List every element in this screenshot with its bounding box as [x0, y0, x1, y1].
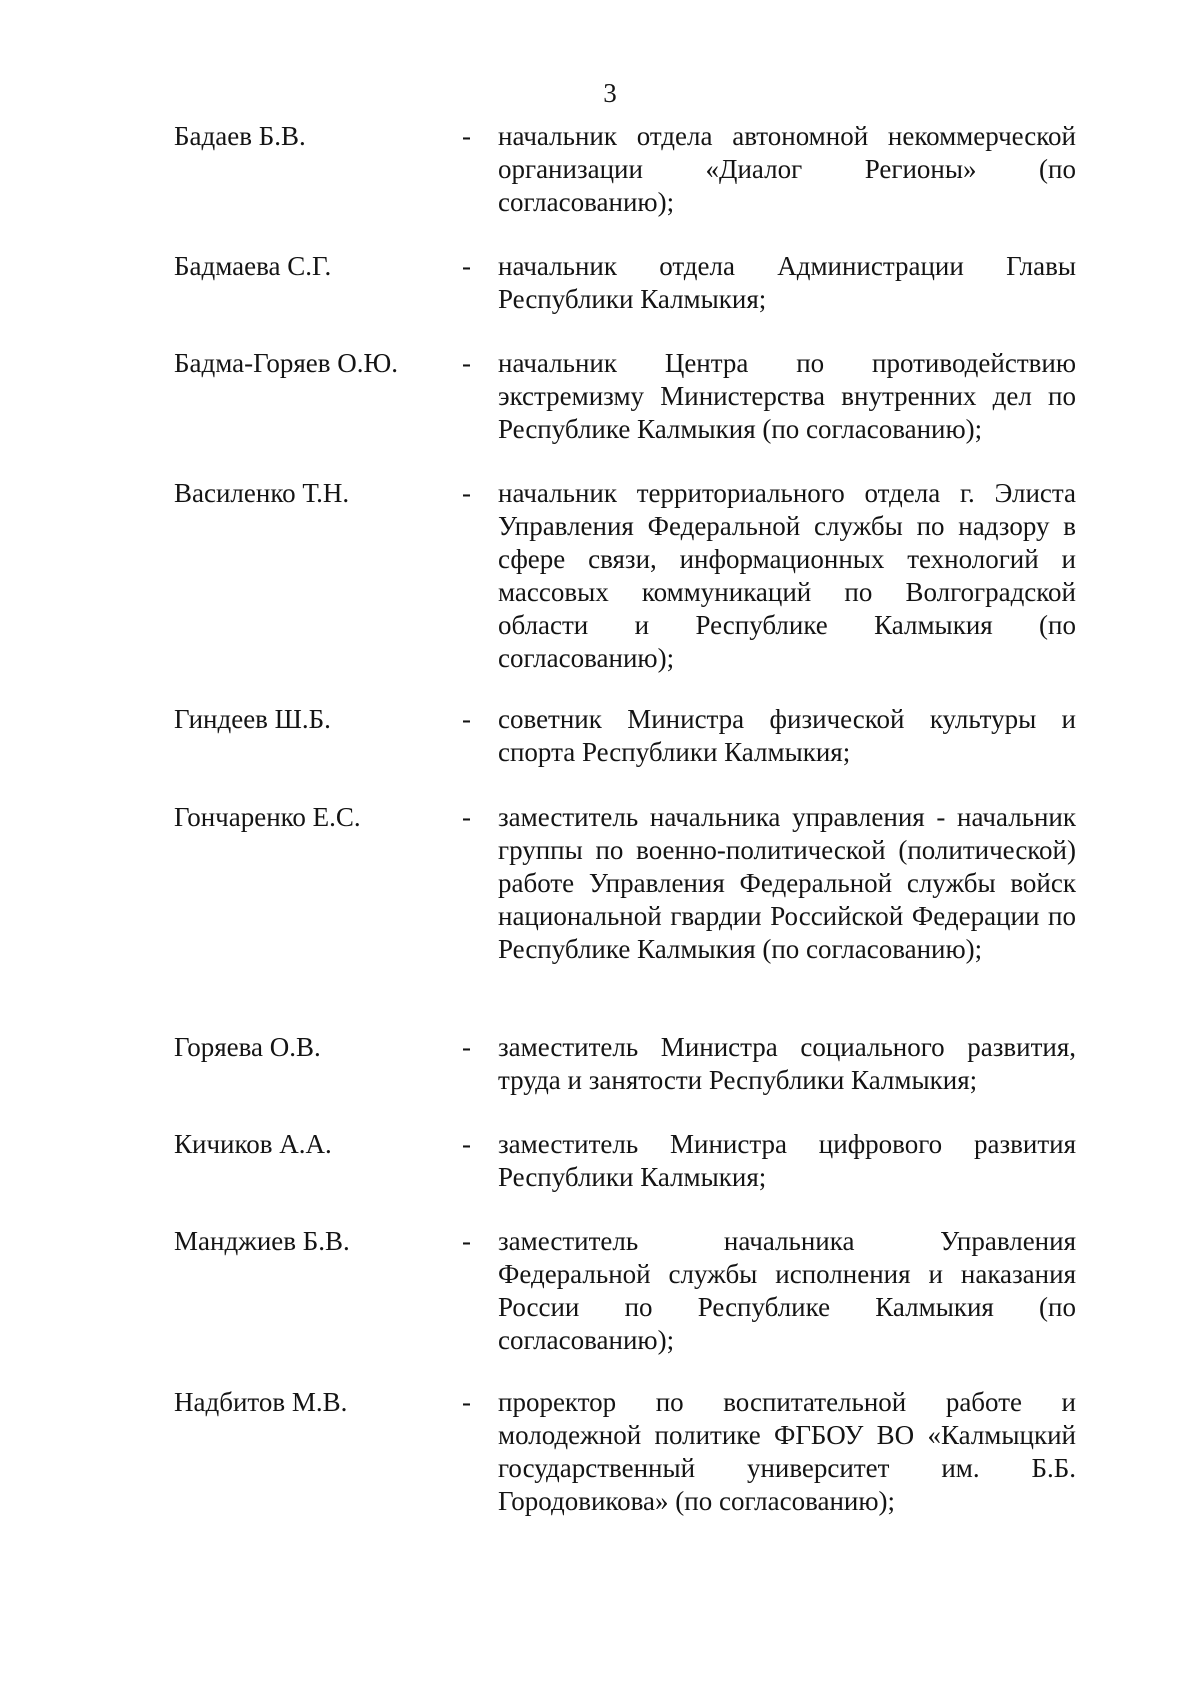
separator-dash: -	[462, 1129, 471, 1159]
member-name: Бадма-Горяев О.Ю.	[174, 348, 398, 378]
member-name: Гончаренко Е.С.	[174, 802, 361, 832]
separator-dash: -	[462, 1226, 471, 1256]
separator-dash: -	[462, 121, 471, 151]
member-role: заместитель начальника управления - начальник группы по военно-политической (политической) работе Управления Федеральной службы войск национальной гвардии Российской Федерации по Республике Калмыкия (по согласованию);	[498, 802, 1076, 964]
separator-dash: -	[462, 251, 471, 281]
separator-dash: -	[462, 1387, 471, 1417]
member-role: проректор по воспитательной работе и молодежной политике ФГБОУ ВО «Калмыцкий государственный университет им. Б.Б. Городовикова» (по согласованию);	[498, 1387, 1076, 1516]
separator-dash: -	[462, 704, 471, 734]
page-number: 3	[603, 78, 617, 108]
member-name: Надбитов М.В.	[174, 1387, 348, 1417]
member-name: Бадмаева С.Г.	[174, 251, 332, 281]
separator-dash: -	[462, 478, 471, 508]
separator-dash: -	[462, 1032, 471, 1062]
member-name: Манджиев Б.В.	[174, 1226, 350, 1256]
member-role: начальник территориального отдела г. Элиста Управления Федеральной службы по надзору в сфере связи, информационных технологий и массовых коммуникаций по Волгоградской области и Республике Калмыкия (по согласованию);	[498, 478, 1076, 673]
member-name: Кичиков А.А.	[174, 1129, 332, 1159]
member-name: Горяева О.В.	[174, 1032, 321, 1062]
member-name: Василенко Т.Н.	[174, 478, 350, 508]
member-role: начальник отдела автономной некоммерческой организации «Диалог Регионы» (по согласованию);	[498, 121, 1076, 217]
member-role: заместитель Министра социального развития, труда и занятости Республики Калмыкия;	[498, 1032, 1076, 1095]
member-name: Бадаев Б.В.	[174, 121, 306, 151]
separator-dash: -	[462, 348, 471, 378]
member-name: Гиндеев Ш.Б.	[174, 704, 331, 734]
member-role: советник Министра физической культуры и спорта Республики Калмыкия;	[498, 704, 1076, 767]
member-role: заместитель начальника Управления Федеральной службы исполнения и наказания России по Республике Калмыкия (по согласованию);	[498, 1226, 1076, 1355]
member-role: заместитель Министра цифрового развития Республики Калмыкия;	[498, 1129, 1076, 1192]
member-role: начальник отдела Администрации Главы Республики Калмыкия;	[498, 251, 1076, 314]
member-role: начальник Центра по противодействию экстремизму Министерства внутренних дел по Республике Калмыкия (по согласованию);	[498, 348, 1076, 444]
separator-dash: -	[462, 802, 471, 832]
